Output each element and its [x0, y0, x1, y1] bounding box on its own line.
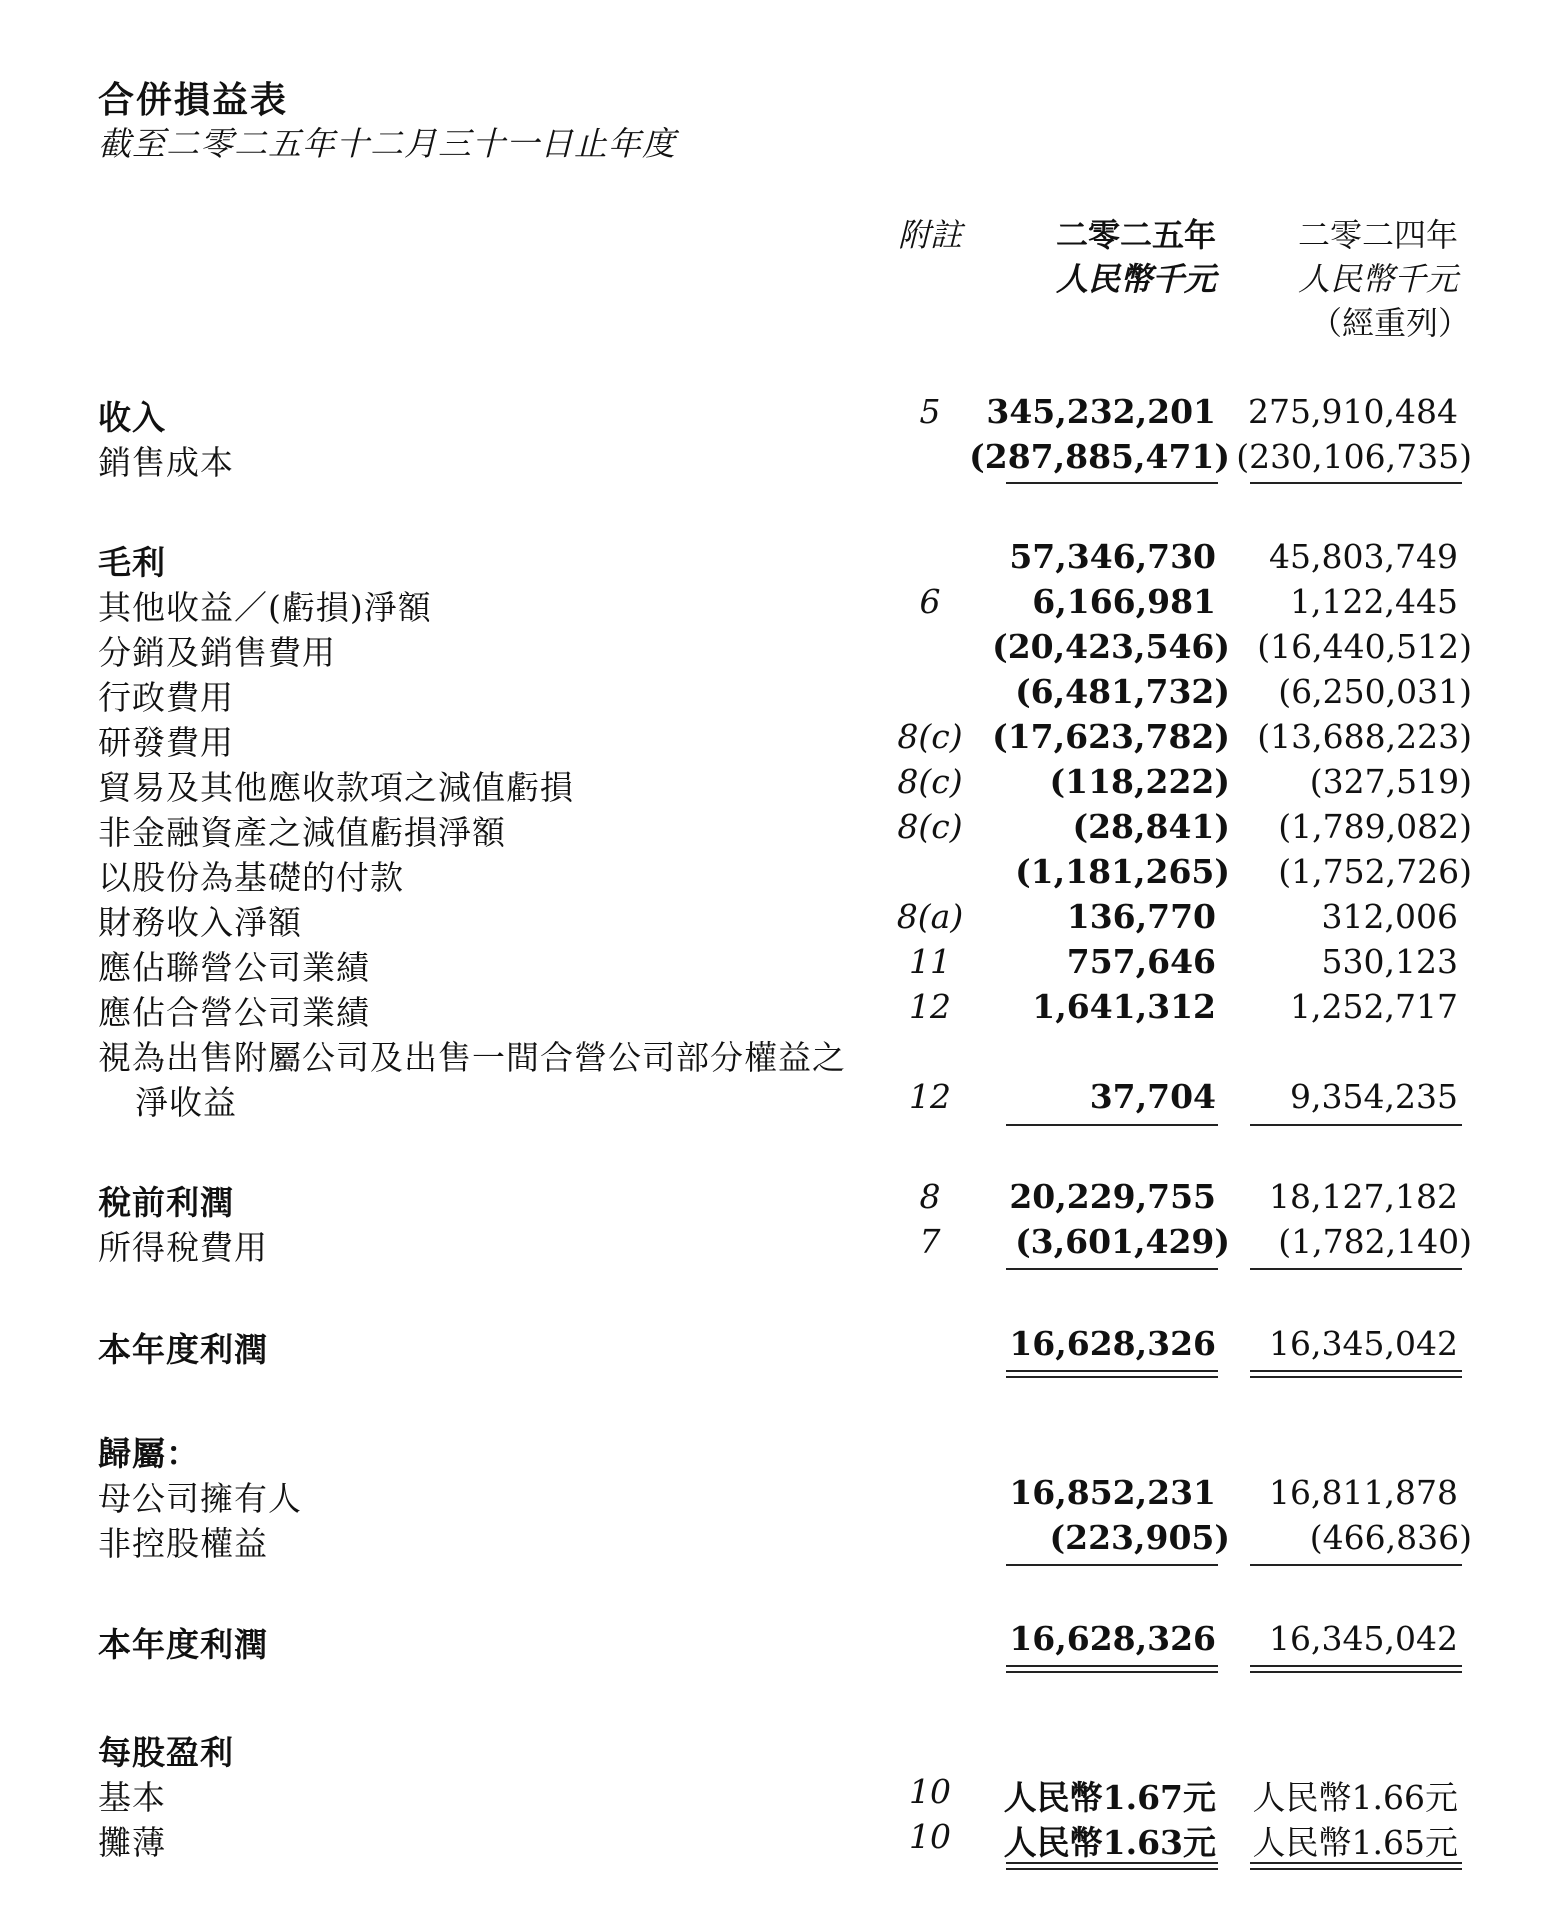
row-label: 非控股權益	[98, 1524, 268, 1563]
row-value-2024: (1,752,726)	[1278, 852, 1472, 891]
row-label: 攤薄	[98, 1823, 166, 1862]
row-value-2025: (287,885,471)	[969, 437, 1230, 476]
table-row	[0, 1077, 1550, 1121]
header-restated-2024: （經重列）	[1309, 304, 1470, 342]
table-row	[0, 1518, 1550, 1562]
table-row	[0, 1817, 1550, 1861]
total-double-rule	[1250, 1665, 1462, 1673]
table-row	[0, 537, 1550, 581]
total-double-rule	[1250, 1370, 1462, 1378]
subtotal-rule	[1006, 482, 1218, 484]
row-value-2024: 16,811,878	[1269, 1473, 1458, 1512]
total-double-rule	[1006, 1665, 1218, 1673]
row-note: 6	[919, 582, 941, 621]
total-double-rule	[1250, 1862, 1462, 1870]
row-label: 其他收益／(虧損)淨額	[98, 588, 432, 627]
row-label: 視為出售附屬公司及出售一間合營公司部分權益之	[98, 1038, 846, 1077]
total-double-rule	[1006, 1370, 1218, 1378]
row-note: 12	[909, 1077, 951, 1116]
row-value-2024: 275,910,484	[1248, 392, 1458, 431]
row-label: 應佔聯營公司業績	[98, 948, 370, 987]
row-label: 淨收益	[135, 1083, 237, 1122]
subtotal-rule	[1250, 1564, 1462, 1566]
row-value-2024: (1,789,082)	[1278, 807, 1472, 846]
row-value-2024: 45,803,749	[1269, 537, 1458, 576]
row-value-2024: (13,688,223)	[1257, 717, 1472, 756]
header-note: 附註	[897, 216, 962, 254]
row-label: 本年度利潤	[98, 1330, 268, 1369]
header-year-2024: 二零二四年	[1297, 216, 1458, 254]
table-row	[0, 672, 1550, 716]
row-value-2024: 1,122,445	[1290, 582, 1458, 621]
row-value-2025: 1,641,312	[1032, 987, 1216, 1026]
row-value-2024: 人民幣1.65元	[1252, 1823, 1458, 1862]
row-label: 銷售成本	[98, 443, 234, 482]
header-year-2025: 二零二五年	[1055, 216, 1216, 254]
row-value-2025: 136,770	[1066, 897, 1216, 936]
row-value-2025: 20,229,755	[1009, 1177, 1216, 1216]
row-label: 財務收入淨額	[98, 903, 302, 942]
row-label: 收入	[98, 398, 166, 437]
table-row	[0, 392, 1550, 436]
row-value-2025: 人民幣1.67元	[1003, 1778, 1216, 1817]
row-value-2025: 16,628,326	[1009, 1619, 1216, 1658]
row-value-2025: (3,601,429)	[1015, 1222, 1230, 1261]
table-row	[0, 807, 1550, 851]
row-value-2025: 757,646	[1066, 942, 1216, 981]
subtotal-rule	[1250, 482, 1462, 484]
row-label: 貿易及其他應收款項之減值虧損	[98, 768, 574, 807]
row-note: 10	[909, 1817, 951, 1856]
row-note: 8	[919, 1177, 941, 1216]
row-label: 以股份為基礎的付款	[98, 858, 404, 897]
row-value-2024: 9,354,235	[1290, 1077, 1458, 1116]
subtotal-rule	[1006, 1124, 1218, 1126]
table-row	[0, 1324, 1550, 1368]
row-value-2025: 6,166,981	[1032, 582, 1216, 621]
table-row	[0, 762, 1550, 806]
row-value-2025: (17,623,782)	[992, 717, 1230, 756]
row-note: 8(a)	[896, 897, 964, 936]
statement-subtitle: 截至二零二五年十二月三十一日止年度	[98, 124, 676, 163]
row-label: 歸屬：	[98, 1434, 200, 1473]
table-row	[0, 1473, 1550, 1517]
row-value-2024: (16,440,512)	[1257, 627, 1472, 666]
row-label: 基本	[98, 1778, 166, 1817]
row-note: 8(c)	[897, 762, 963, 801]
row-label: 所得稅費用	[98, 1228, 268, 1267]
row-label: 應佔合營公司業績	[98, 993, 370, 1032]
header-unit-2024: 人民幣千元	[1297, 260, 1458, 298]
row-note: 8(c)	[897, 807, 963, 846]
table-row	[0, 942, 1550, 986]
table-row	[0, 582, 1550, 626]
row-label: 每股盈利	[98, 1733, 234, 1772]
row-note: 12	[909, 987, 951, 1026]
row-value-2025: 16,852,231	[1009, 1473, 1216, 1512]
row-value-2025: 345,232,201	[986, 392, 1216, 431]
table-row	[0, 1772, 1550, 1816]
row-value-2024: 16,345,042	[1269, 1324, 1458, 1363]
row-value-2025: (20,423,546)	[992, 627, 1230, 666]
row-value-2024: 人民幣1.66元	[1252, 1778, 1458, 1817]
table-row	[0, 987, 1550, 1031]
row-note: 11	[909, 942, 951, 981]
row-label: 本年度利潤	[98, 1625, 268, 1664]
row-value-2024: 312,006	[1321, 897, 1458, 936]
row-note: 10	[909, 1772, 951, 1811]
table-row	[0, 1222, 1550, 1266]
row-value-2024: 1,252,717	[1290, 987, 1458, 1026]
subtotal-rule	[1006, 1268, 1218, 1270]
subtotal-rule	[1250, 1124, 1462, 1126]
table-row	[0, 627, 1550, 671]
row-value-2025: 人民幣1.63元	[1003, 1823, 1216, 1862]
table-row	[0, 717, 1550, 761]
table-row	[0, 1032, 1550, 1076]
subtotal-rule	[1250, 1268, 1462, 1270]
row-label: 分銷及銷售費用	[98, 633, 336, 672]
row-label: 毛利	[98, 543, 166, 582]
row-value-2025: 57,346,730	[1009, 537, 1216, 576]
row-value-2024: (230,106,735)	[1236, 437, 1472, 476]
table-row	[0, 437, 1550, 481]
table-row	[0, 897, 1550, 941]
row-note: 5	[919, 392, 941, 431]
row-label: 非金融資產之減值虧損淨額	[98, 813, 506, 852]
row-value-2025: (118,222)	[1049, 762, 1230, 801]
table-row	[0, 1428, 1550, 1472]
row-note: 8(c)	[897, 717, 963, 756]
row-value-2024: 18,127,182	[1269, 1177, 1458, 1216]
row-label: 研發費用	[98, 723, 234, 762]
row-value-2025: 16,628,326	[1009, 1324, 1216, 1363]
row-value-2024: (6,250,031)	[1278, 672, 1472, 711]
row-note: 7	[919, 1222, 941, 1261]
row-value-2025: 37,704	[1089, 1077, 1216, 1116]
row-value-2025: (223,905)	[1049, 1518, 1230, 1557]
total-double-rule	[1006, 1862, 1218, 1870]
row-value-2024: (327,519)	[1309, 762, 1472, 801]
statement-title: 合併損益表	[98, 80, 289, 121]
row-label: 稅前利潤	[98, 1183, 234, 1222]
table-row	[0, 1727, 1550, 1771]
row-value-2024: 16,345,042	[1269, 1619, 1458, 1658]
row-label: 行政費用	[98, 678, 234, 717]
row-value-2024: (466,836)	[1309, 1518, 1472, 1557]
subtotal-rule	[1006, 1564, 1218, 1566]
header-unit-2025: 人民幣千元	[1055, 260, 1216, 298]
row-value-2025: (28,841)	[1072, 807, 1230, 846]
row-value-2025: (1,181,265)	[1015, 852, 1230, 891]
row-value-2024: 530,123	[1321, 942, 1458, 981]
row-label: 母公司擁有人	[98, 1479, 302, 1518]
table-row	[0, 852, 1550, 896]
table-row	[0, 1619, 1550, 1663]
row-value-2024: (1,782,140)	[1278, 1222, 1472, 1261]
table-row	[0, 1177, 1550, 1221]
row-value-2025: (6,481,732)	[1015, 672, 1230, 711]
